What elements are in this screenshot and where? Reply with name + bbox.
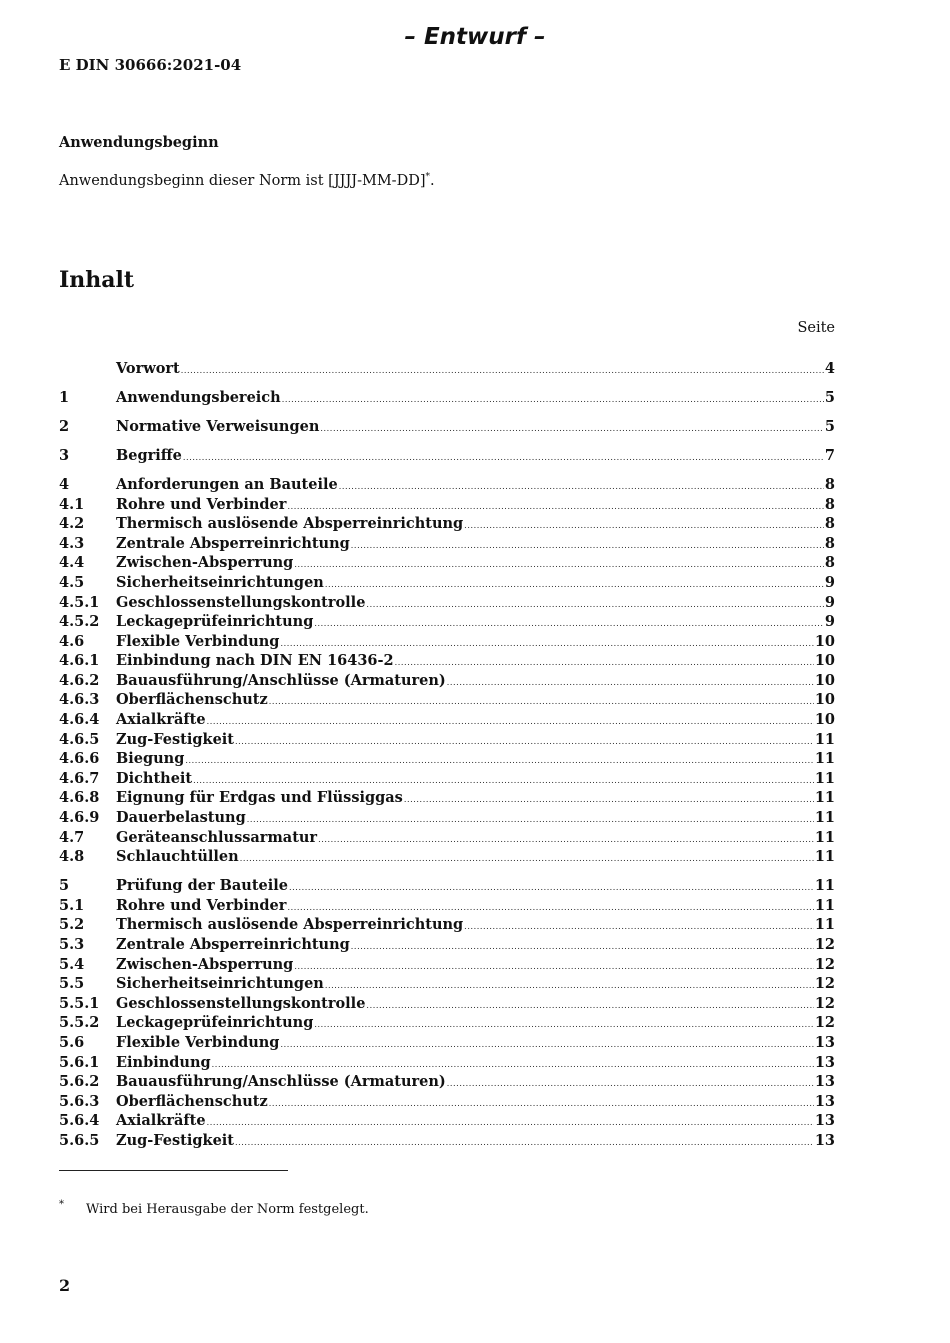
toc-entry-page: 11 (814, 896, 835, 914)
toc-entry[interactable] (59, 632, 835, 652)
toc-entry-title: Oberflächenschutz (116, 691, 268, 709)
toc-dot-leader (247, 810, 814, 830)
toc-entry-number: 4.1 (59, 495, 85, 513)
toc-entry[interactable] (59, 475, 835, 495)
toc-entry-number: 5.4 (59, 955, 85, 973)
toc-entry[interactable] (59, 1013, 835, 1033)
document-id: E DIN 30666:2021-04 (59, 56, 242, 74)
toc-entry-title: Einbindung (116, 1053, 211, 1071)
toc-entry[interactable] (59, 553, 835, 573)
toc-entry-number: 4.6.4 (59, 711, 100, 729)
toc-entry[interactable] (59, 1053, 835, 1073)
toc-entry-number: 5.1 (59, 896, 85, 914)
toc-entry[interactable] (59, 495, 835, 515)
anwendungsbeginn-text (59, 173, 435, 189)
toc-entry-number: 4.7 (59, 828, 85, 846)
anwendungsbeginn-heading: Anwendungsbeginn (59, 134, 219, 151)
toc-entry-title: Rohre und Verbinder (116, 495, 287, 513)
toc-dot-leader (325, 976, 814, 996)
toc-entry-number: 4.8 (59, 848, 85, 866)
toc-entry-page: 10 (814, 671, 835, 689)
toc-dot-leader (447, 673, 814, 693)
toc-entry-number: 4.4 (59, 554, 85, 572)
toc-entry-title: Anforderungen an Bauteile (116, 475, 338, 493)
footnote-separator (59, 1170, 288, 1171)
toc-dot-leader (235, 732, 814, 752)
toc-entry[interactable] (59, 593, 835, 613)
footnote-reference[interactable]: * (425, 172, 430, 183)
toc-dot-leader (294, 555, 824, 575)
toc-dot-leader (318, 830, 814, 850)
toc-entry-title: Sicherheitseinrichtungen (116, 573, 324, 591)
toc-entry-title: Rohre und Verbinder (116, 896, 287, 914)
toc-dot-leader (181, 361, 824, 381)
toc-entry-title: Normative Verweisungen (116, 417, 320, 435)
toc-entry-title: Axialkräfte (116, 1112, 206, 1130)
toc-dot-leader (183, 448, 824, 468)
toc-entry[interactable] (59, 690, 835, 710)
toc-entry-page: 11 (814, 877, 835, 895)
toc-dot-leader (366, 595, 823, 615)
toc-entry[interactable] (59, 935, 835, 955)
toc-entry-page: 10 (814, 691, 835, 709)
toc-dot-leader (282, 390, 824, 410)
page-number: 2 (59, 1276, 71, 1295)
toc-entry-title: Zentrale Absperreinrichtung (116, 935, 350, 953)
toc-entry[interactable] (59, 847, 835, 867)
toc-entry-number: 4.6.7 (59, 769, 100, 787)
anwendungsbeginn-sentence: Anwendungsbeginn dieser Norm ist [JJJJ-MM-DD] (59, 173, 426, 189)
toc-entry[interactable] (59, 612, 835, 632)
toc-entry-title: Schlauchtüllen (116, 848, 239, 866)
toc-dot-leader (314, 1015, 813, 1035)
toc-entry-title: Zwischen-Absperrung (116, 554, 294, 572)
toc-dot-leader (320, 419, 824, 439)
toc-entry-title: Dichtheit (116, 769, 193, 787)
footnote-mark: * (59, 1199, 64, 1210)
toc-dot-leader (235, 1133, 814, 1153)
toc-entry-page: 8 (824, 475, 835, 493)
toc-entry-number: 4.6.5 (59, 730, 100, 748)
toc-entry-page: 7 (824, 446, 835, 464)
toc-entry[interactable] (59, 534, 835, 554)
toc-entry-title: Oberflächenschutz (116, 1092, 268, 1110)
toc-entry-page: 10 (814, 711, 835, 729)
footnote-text: Wird bei Herausgabe der Norm festgelegt. (86, 1202, 369, 1217)
toc-dot-leader (351, 536, 824, 556)
toc-entry[interactable] (59, 730, 835, 750)
toc-entry-number: 4.3 (59, 534, 85, 552)
toc-entry[interactable] (59, 1072, 835, 1092)
toc-dot-leader (207, 712, 814, 732)
toc-entry-page: 4 (824, 360, 835, 377)
toc-entry-title: Begriffe (116, 446, 182, 464)
toc-entry-title: Sicherheitseinrichtungen (116, 975, 324, 993)
toc-entry-number: 5.3 (59, 935, 85, 953)
toc-entry-title: Bauausführung/Anschlüsse (Armaturen) (116, 671, 446, 689)
toc-entry[interactable] (59, 1033, 835, 1053)
toc-dot-leader (339, 477, 824, 497)
toc-entry-page: 9 (824, 573, 835, 591)
toc-entry-page: 12 (814, 935, 835, 953)
toc-dot-leader (240, 849, 814, 869)
toc-entry[interactable] (59, 710, 835, 730)
toc-entry-number: 2 (59, 417, 70, 435)
toc-entry[interactable] (59, 915, 835, 935)
toc-entry[interactable] (59, 896, 835, 916)
toc-entry-page: 13 (814, 1033, 835, 1051)
toc-entry[interactable] (59, 994, 835, 1014)
toc-entry[interactable] (59, 828, 835, 848)
toc-entry-page: 11 (814, 730, 835, 748)
toc-entry-page: 13 (814, 1053, 835, 1071)
toc-entry-page: 5 (824, 388, 835, 406)
toc-dot-leader (289, 878, 814, 898)
sentence-period: . (430, 173, 435, 189)
toc-entry-page: 9 (824, 613, 835, 631)
toc-dot-leader (447, 1074, 814, 1094)
toc-entry-number: 3 (59, 446, 70, 464)
toc-entry-title: Dauerbelastung (116, 809, 246, 827)
toc-entry-number: 5.5.1 (59, 994, 100, 1012)
toc-entry[interactable] (59, 671, 835, 691)
toc-entry-title: Eignung für Erdgas und Flüssiggas (116, 789, 403, 807)
toc-dot-leader (314, 614, 824, 634)
toc-entry-page: 8 (824, 534, 835, 552)
toc-dot-leader (269, 1094, 814, 1114)
toc-entry-number: 4.6.9 (59, 809, 100, 827)
toc-entry-number: 4.6 (59, 632, 85, 650)
toc-entry-page: 11 (814, 789, 835, 807)
toc-entry[interactable] (59, 876, 835, 896)
toc-entry-number: 4 (59, 475, 70, 493)
toc-entry[interactable] (59, 749, 835, 769)
toc-entry-page: 11 (814, 769, 835, 787)
toc-entry-number: 5.6.4 (59, 1112, 100, 1130)
toc-entry-page: 8 (824, 554, 835, 572)
toc-entry-number: 4.5 (59, 573, 85, 591)
toc-entry-title: Zentrale Absperreinrichtung (116, 534, 350, 552)
toc-entry-page: 12 (814, 994, 835, 1012)
toc-entry[interactable] (59, 573, 835, 593)
toc-page-column-label: Seite (797, 320, 835, 336)
toc-entry-title: Einbindung nach DIN EN 16436-2 (116, 652, 394, 670)
toc-entry-page: 5 (824, 417, 835, 435)
toc-entry-number: 5.5 (59, 975, 85, 993)
toc-entry-number: 4.6.3 (59, 691, 100, 709)
toc-entry-title: Geräteanschlussarmatur (116, 828, 318, 846)
toc-entry[interactable] (59, 955, 835, 975)
toc-dot-leader (464, 917, 814, 937)
toc-dot-leader (366, 996, 813, 1016)
toc-entry[interactable] (59, 1111, 835, 1131)
toc-dot-leader (404, 790, 814, 810)
toc-entry-title: Thermisch auslösende Absperreinrichtung (116, 916, 464, 934)
toc-entry-number: 5.6.5 (59, 1131, 100, 1149)
toc-entry-title: Geschlossenstellungskontrolle (116, 994, 366, 1012)
toc-entry-page: 8 (824, 495, 835, 513)
toc-entry-page: 10 (814, 632, 835, 650)
toc-entry-title: Leckageprüfeinrichtung (116, 613, 314, 631)
toc-entry-title: Anwendungsbereich (116, 388, 281, 406)
toc-dot-leader (294, 957, 813, 977)
toc-entry-number: 4.6.2 (59, 671, 100, 689)
toc-entry-page: 12 (814, 975, 835, 993)
toc-entry-title: Zug-Festigkeit (116, 1131, 234, 1149)
toc-entry-number: 5.6 (59, 1033, 85, 1051)
toc-entry-number: 5 (59, 877, 70, 895)
toc-entry-number: 5.6.1 (59, 1053, 100, 1071)
toc-entry[interactable] (59, 446, 835, 466)
toc-entry-number: 1 (59, 388, 70, 406)
toc-entry[interactable] (59, 651, 835, 671)
toc-dot-leader (325, 575, 824, 595)
toc-dot-leader (464, 516, 824, 536)
toc-entry[interactable] (59, 514, 835, 534)
toc-entry-number: 4.5.1 (59, 593, 100, 611)
toc-entry-page: 11 (814, 828, 835, 846)
toc-dot-leader (395, 653, 814, 673)
toc-entry-title: Zug-Festigkeit (116, 730, 234, 748)
toc-entry-page: 8 (824, 515, 835, 533)
toc-dot-leader (280, 1035, 813, 1055)
toc-entry-page: 12 (814, 1014, 835, 1032)
toc-entry-page: 11 (814, 750, 835, 768)
toc-entry-page: 11 (814, 848, 835, 866)
toc-entry-number: 4.2 (59, 515, 85, 533)
toc-entry[interactable] (59, 359, 835, 379)
toc-entry-title: Geschlossenstellungskontrolle (116, 593, 366, 611)
toc-entry-number: 4.6.8 (59, 789, 100, 807)
toc-entry-number: 5.2 (59, 916, 85, 934)
toc-entry[interactable] (59, 1131, 835, 1151)
toc-dot-leader (351, 937, 814, 957)
toc-entry-number: 4.6.6 (59, 750, 100, 768)
toc-entry-title: Vorwort (116, 360, 180, 377)
toc-entry-number: 4.6.1 (59, 652, 100, 670)
toc-entry-number: 5.6.3 (59, 1092, 100, 1110)
toc-title: Inhalt (59, 267, 135, 293)
toc-entry-page: 13 (814, 1131, 835, 1149)
toc-entry-title: Flexible Verbindung (116, 632, 280, 650)
toc-dot-leader (269, 692, 814, 712)
toc-entry-title: Axialkräfte (116, 711, 206, 729)
toc-entry-page: 12 (814, 955, 835, 973)
toc-entry-number: 5.6.2 (59, 1073, 100, 1091)
toc-entry-page: 11 (814, 916, 835, 934)
toc-entry-page: 11 (814, 809, 835, 827)
toc-entry[interactable] (59, 974, 835, 994)
toc-entry-page: 13 (814, 1092, 835, 1110)
toc-entry-title: Flexible Verbindung (116, 1033, 280, 1051)
toc-entry[interactable] (59, 808, 835, 828)
toc-entry-page: 13 (814, 1112, 835, 1130)
toc-entry-title: Thermisch auslösende Absperreinrichtung (116, 515, 464, 533)
toc-entry-title: Zwischen-Absperrung (116, 955, 294, 973)
toc-entry-title: Leckageprüfeinrichtung (116, 1014, 314, 1032)
toc-entry-number: 5.5.2 (59, 1014, 100, 1032)
toc-dot-leader (185, 751, 813, 771)
toc-entry-page: 10 (814, 652, 835, 670)
toc-entry-title: Prüfung der Bauteile (116, 877, 289, 895)
toc-entry[interactable] (59, 417, 835, 437)
toc-entry-title: Bauausführung/Anschlüsse (Armaturen) (116, 1073, 446, 1091)
toc-entry[interactable] (59, 788, 835, 808)
toc-entry-title: Biegung (116, 750, 185, 768)
toc-dot-leader (207, 1113, 814, 1133)
toc-entry-number: 4.5.2 (59, 613, 100, 631)
toc-entry-page: 13 (814, 1073, 835, 1091)
toc-entry[interactable] (59, 769, 835, 789)
draft-watermark: – Entwurf – (404, 24, 546, 50)
toc-entry[interactable] (59, 1092, 835, 1112)
table-of-contents (59, 359, 835, 1151)
toc-entry-page: 9 (824, 593, 835, 611)
toc-entry[interactable] (59, 388, 835, 408)
